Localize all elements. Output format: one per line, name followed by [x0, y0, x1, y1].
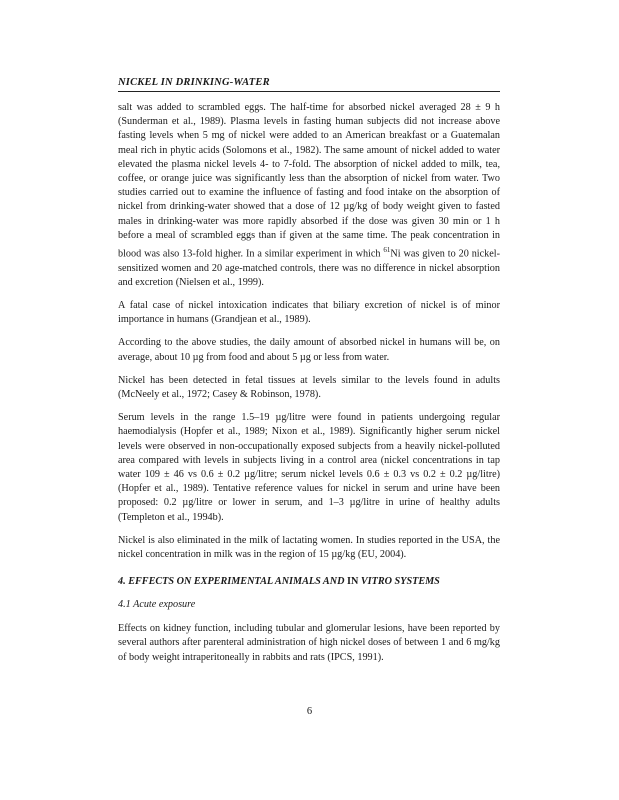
section-heading-4-part2: IN [347, 576, 359, 588]
paragraph-absorption-text: salt was added to scrambled eggs. The half-time for absorbed nickel averaged 28 ± 9 h (Sunderman et al., 1989). Plasma levels in fasting human subjects did not increase above fasting levels when 5 mg of nickel were added to an American breakfast or a Guatemalan meal rich in phytic acids (Solomons et al., 1982). The same amount of nickel added to water elevated the plasma nickel levels 4- to 7-fold. The absorption of nickel added to milk, tea, coffee, or orange juice was significantly less than the absorption of nickel from water. Two studies carried out to examine the influence of fasting and food intake on the absorption of nickel from drinking-water showed that a dose of 12 µg/kg of body weight given to fasted males in drinking-water was more rapidly absorbed if the dose was given 30 min or 1 h before a meal of scrambled eggs than if given at the same time. The peak concentration in blood was also 13-fold higher. In a similar experiment in which [118, 102, 500, 260]
section-heading-4-part3: VITRO SYSTEMS [358, 576, 440, 588]
paragraph-acute-exposure: Effects on kidney function, including tubular and glomerular lesions, have been reported by several authors after parenteral administration of high nickel doses of between 1 and 6 mg/kg of body weight intraperitoneally in rabbits and rats (IPCS, 1991). [118, 623, 500, 663]
page-number: 6 [306, 706, 313, 717]
running-header: NICKEL IN DRINKING-WATER [118, 77, 270, 88]
paragraph-biliary: A fatal case of nickel intoxication indicates that biliary excretion of nickel is of minor importance in humans (Grandjean et al., 1989). [118, 300, 500, 326]
header-rule [118, 91, 500, 92]
paragraph-daily-amount: According to the above studies, the daily amount of absorbed nickel in humans will be, on average, about 10 µg from food and about 5 µg or less from water. [118, 337, 500, 363]
isotope-superscript: 61 [383, 246, 391, 255]
paragraph-fetal: Nickel has been detected in fetal tissues at levels similar to the levels found in adults (McNeely et al., 1972; Casey & Robinson, 1978). [118, 374, 500, 401]
paragraph-absorption-text-end: Ni was given to 20 nickel-sensitized women and 20 age-matched controls, there was no difference in nickel absorption and excretion (Nielsen et al., 1999). [118, 248, 500, 288]
paragraph-milk: Nickel is also eliminated in the milk of lactating women. In studies reported in the USA, the nickel concentration in milk was in the region of 15 µg/kg (EU, 2004). [118, 534, 500, 561]
section-heading-4-part1: 4. EFFECTS ON EXPERIMENTAL ANIMALS AND [118, 576, 347, 588]
page-body [118, 101, 500, 674]
section-heading-4 [118, 576, 500, 587]
subsection-heading-4-1: 4.1 Acute exposure [118, 599, 196, 611]
paragraph-serum: Serum levels in the range 1.5–19 µg/litre were found in patients undergoing regular haemodialysis (Hopfer et al., 1989; Nixon et al., 1989). Significantly higher serum nickel levels were observed in non-occupationally exposed subjects from a heavily nickel-polluted area compared with levels in subjects living in a control area (nickel concentrations in tap water 109 ± 46 vs 0.6 ± 0.2 µg/litre; serum nickel levels 0.6 ± 0.3 vs 0.2 ± 0.2 µg/litre) (Hopfer et al., 1989). Tentative reference values for nickel in serum and urine have been proposed: 0.2 µg/litre or lower in serum, and 1–3 µg/litre in urine of healthy adults (Templeton et al., 1994b). [118, 412, 500, 523]
paragraph-absorption [118, 101, 500, 290]
